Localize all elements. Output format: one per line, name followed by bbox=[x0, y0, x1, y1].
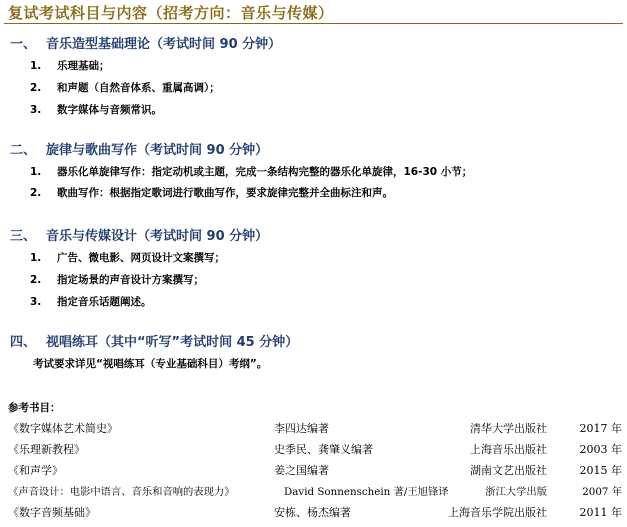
reference-year: 2003 年 bbox=[579, 443, 622, 456]
page-title: 复试考试科目与内容（招考方向：音乐与传媒） bbox=[8, 4, 334, 22]
item-text: 和声题（自然音体系、重属高调）； bbox=[57, 82, 220, 94]
section-number: 四、 bbox=[10, 335, 37, 350]
section-title: 旋律与歌曲写作（考试时间 90 分钟） bbox=[46, 143, 269, 158]
item-index: 3. bbox=[30, 296, 42, 308]
reference-title: 《和声学》 bbox=[8, 464, 63, 477]
reference-publisher: 清华大学出版社 bbox=[470, 422, 547, 435]
reference-row bbox=[8, 504, 622, 524]
reference-title: 《声音设计：电影中语言、音乐和音响的表现力》 bbox=[8, 486, 235, 498]
item-index: 2. bbox=[30, 82, 42, 94]
list-item bbox=[30, 250, 225, 265]
item-index: 1. bbox=[30, 60, 42, 72]
list-item bbox=[30, 102, 162, 117]
reference-title: 《乐理新教程》 bbox=[8, 443, 85, 456]
reference-author: 安栋、杨杰编著 bbox=[274, 506, 351, 519]
list-item bbox=[30, 294, 152, 309]
reference-author: 史季民、龚肇义编著 bbox=[274, 443, 373, 456]
list-item bbox=[30, 58, 110, 73]
reference-row bbox=[8, 462, 622, 482]
list-item bbox=[30, 185, 393, 200]
list-item bbox=[30, 272, 204, 287]
list-item bbox=[30, 80, 220, 95]
item-text: 广告、微电影、网页设计文案撰写； bbox=[57, 252, 225, 264]
reference-publisher: 浙江大学出版 bbox=[485, 486, 547, 498]
section-title: 视唱练耳（其中“听写”考试时间 45 分钟） bbox=[46, 335, 299, 350]
reference-row bbox=[8, 420, 622, 440]
section-heading-4 bbox=[10, 331, 298, 350]
reference-title: 《数字音频基础》 bbox=[8, 506, 96, 519]
item-index: 2. bbox=[30, 187, 42, 199]
reference-author: 李四达编著 bbox=[274, 422, 329, 435]
section-title: 音乐造型基础理论（考试时间 90 分钟） bbox=[46, 37, 282, 52]
reference-year: 2011 年 bbox=[579, 506, 622, 519]
reference-year: 2007 年 bbox=[582, 486, 622, 498]
section-number: 二、 bbox=[10, 143, 37, 158]
item-index: 3. bbox=[30, 104, 42, 116]
reference-author: David Sonnenschein 著/王旭锋译 bbox=[284, 486, 449, 498]
reference-row bbox=[8, 483, 622, 503]
reference-publisher: 上海音乐学院出版社 bbox=[448, 506, 547, 519]
item-text: 数字媒体与音频常识。 bbox=[57, 104, 162, 116]
list-item bbox=[30, 164, 472, 179]
section-heading-3 bbox=[10, 225, 268, 244]
item-index: 1. bbox=[30, 252, 42, 264]
reference-author: 姜之国编著 bbox=[274, 464, 329, 477]
item-text: 歌曲写作：根据指定歌词进行歌曲写作，要求旋律完整并全曲标注和声。 bbox=[57, 187, 393, 199]
section-note: 考试要求详见“视唱练耳（专业基础科目）考纲”。 bbox=[33, 358, 268, 370]
item-text: 指定场景的声音设计方案撰写； bbox=[57, 274, 204, 286]
item-text: 器乐化单旋律写作：指定动机或主题，完成一条结构完整的器乐化单旋律，16-30 小节； bbox=[57, 166, 473, 178]
item-text: 乐理基础； bbox=[57, 60, 110, 72]
reference-publisher: 湖南文艺出版社 bbox=[470, 464, 547, 477]
reference-year: 2017 年 bbox=[579, 422, 622, 435]
item-text: 指定音乐话题阐述。 bbox=[57, 296, 152, 308]
section-heading-2 bbox=[10, 139, 268, 158]
references-heading: 参考书目： bbox=[8, 402, 61, 414]
reference-publisher: 上海音乐出版社 bbox=[470, 443, 547, 456]
section-heading-1 bbox=[10, 33, 281, 52]
section-title: 音乐与传媒设计（考试时间 90 分钟） bbox=[46, 229, 269, 244]
title-divider bbox=[4, 23, 623, 24]
section-number: 三、 bbox=[10, 229, 37, 244]
reference-year: 2015 年 bbox=[579, 464, 622, 477]
reference-title: 《数字媒体艺术简史》 bbox=[8, 422, 118, 435]
section-number: 一、 bbox=[10, 37, 37, 52]
item-index: 2. bbox=[30, 274, 42, 286]
item-index: 1. bbox=[30, 166, 42, 178]
reference-row bbox=[8, 441, 622, 461]
